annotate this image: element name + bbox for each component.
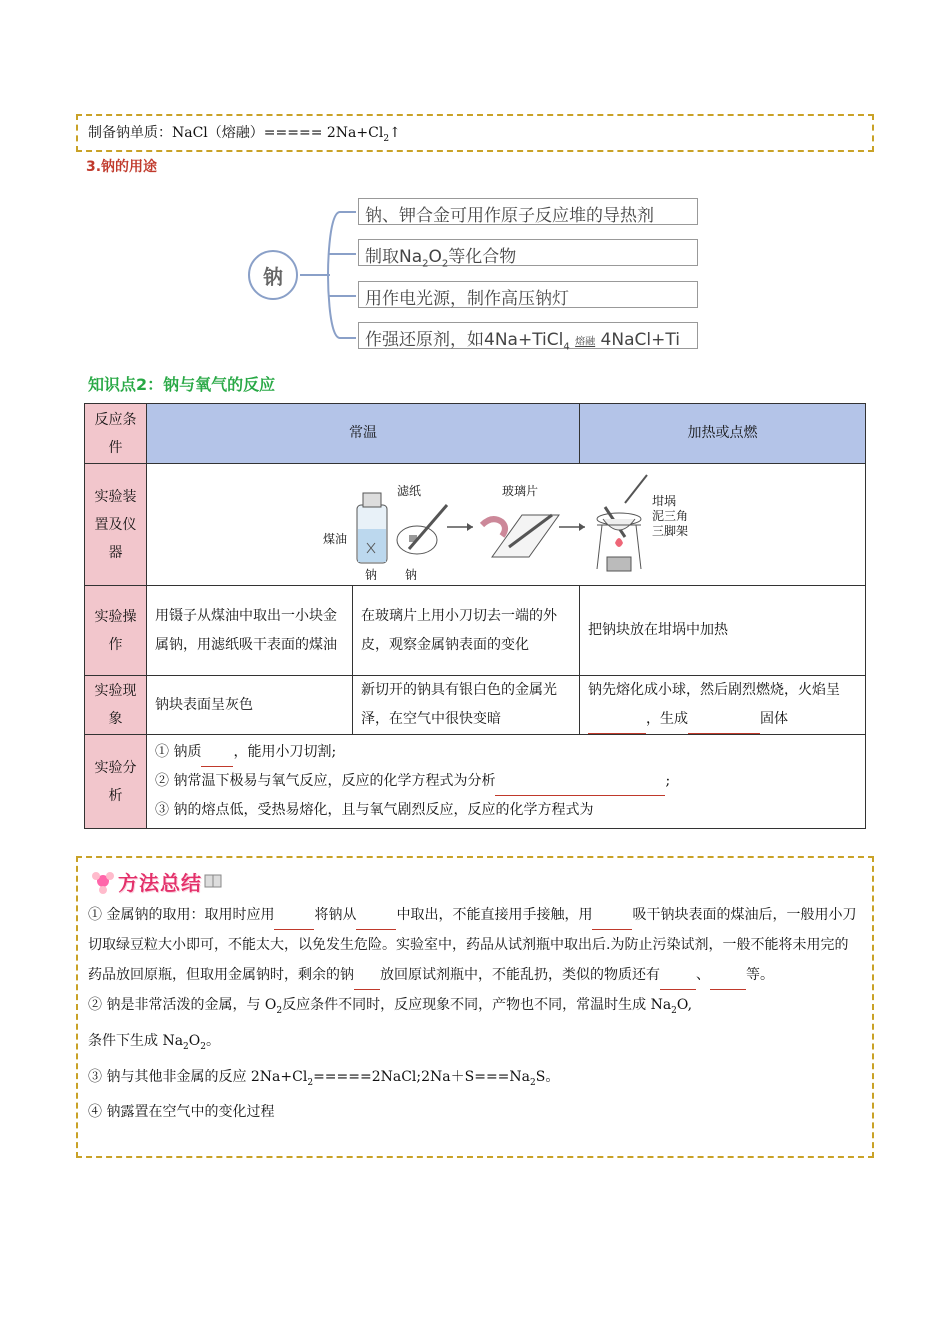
- method-paragraph-3: ③ 钠与其他非金属的反应 $2Na+Cl_2=====2NaCl;2Na+S===Na_2S$。: [88, 1068, 560, 1088]
- phenomenon-2: 新切开的钠具有银白色的金属光泽，在空气中很快变暗: [353, 676, 580, 735]
- method-paragraph-2: ② 钠是非常活泼的金属，与 $O_2$反应条件不同时，反应现象不同，产物也不同，常温时生成 $Na_2O$, 条件下生成 $Na_2O_2$。: [88, 997, 693, 1052]
- label-kerosene: 煤油: [323, 531, 348, 546]
- operation-heat: 把钠块放在坩埚中加热: [580, 586, 866, 676]
- blank-similar-1[interactable]: [660, 974, 696, 990]
- analysis-line-1: ① 钠质 ，能用小刀切割;: [155, 738, 857, 767]
- header-normal-temp: 常温: [147, 404, 580, 464]
- blank-hardness[interactable]: [201, 751, 233, 767]
- sodium-uses-diagram: [240, 192, 710, 357]
- blank-equation-normal[interactable]: [495, 780, 665, 796]
- method-paragraph-1: ① 金属钠的取用：取用时应用 将钠从 中取出，不能直接用手接触，用 吸干钠块表面的煤油后，一般用小刀切取绿豆粒大小即可，不能太大，以免发生危险。实验室中，药品从试剂瓶中取出后.为防止污染试剂，一般不能将未用完的药品放回原瓶，但取用金属钠时，剩余的钠 放回原试剂瓶中，不能乱扔，类似的物质还有 、 等。: [88, 900, 862, 990]
- header-condition: 反应条件: [85, 404, 147, 464]
- method-paragraph-4: ④ 钠露置在空气中的变化过程: [88, 1104, 275, 1121]
- use-item-compounds: 制取$Na_2O_2$等化合物: [358, 239, 698, 266]
- method-summary-title: 方法总结: [88, 864, 224, 898]
- label-crucible: 坩埚: [652, 493, 677, 508]
- label-filter-paper: 滤纸: [397, 483, 422, 498]
- blank-similar-2[interactable]: [710, 974, 746, 990]
- label-sodium-2: 钠: [405, 567, 418, 582]
- blank-flame-color[interactable]: [588, 718, 646, 734]
- label-glass-slide: 玻璃片: [502, 483, 539, 498]
- use-item-lamp: 用作电光源，制作高压钠灯: [358, 281, 698, 308]
- phenomenon-heat: 钠先熔化成小球，然后剧烈燃烧，火焰呈，生成 固体: [580, 676, 866, 735]
- analysis-line-2: ② 钠常温下极易与氧气反应，反应的化学方程式为分析 ;: [155, 767, 857, 796]
- sodium-oxygen-table: [84, 403, 866, 829]
- blank-product[interactable]: [688, 718, 760, 734]
- label-clay-triangle: 泥三角: [652, 508, 689, 523]
- label-sodium-1: 钠: [365, 567, 378, 582]
- header-heat: 加热或点燃: [580, 404, 866, 464]
- analysis-cell: [147, 735, 866, 829]
- row-label-phenomenon: 实验现象: [85, 676, 147, 735]
- use-item-reducing-agent: 作强还原剂，如4Na+TiCl$_4$ 熔融 4NaCl+Ti: [358, 322, 698, 349]
- sodium-center-node: 钠: [248, 250, 298, 300]
- book-icon: [202, 870, 224, 892]
- analysis-line-3: ③ 钠的熔点低，受热易熔化，且与氧气剧烈反应，反应的化学方程式为: [155, 802, 594, 818]
- prep-equation: 制备钠单质：NaCl（熔融）===== $2Na+Cl_2↑$: [88, 125, 401, 144]
- section-3-title: 3.钠的用途: [86, 159, 158, 175]
- blank-absorb[interactable]: [592, 914, 632, 930]
- flower-icon: [88, 866, 118, 896]
- blank-return[interactable]: [354, 974, 380, 990]
- sodium-preparation-box: [76, 114, 874, 152]
- method-summary-box: [76, 856, 874, 1158]
- operation-step-2: 在玻璃片上用小刀切去一端的外皮，观察金属钠表面的变化: [353, 586, 580, 676]
- phenomenon-1: 钠块表面呈灰色: [147, 676, 353, 735]
- apparatus-illustration: [147, 465, 865, 585]
- knowledge-point-2-title: 知识点2：钠与氧气的反应: [88, 375, 276, 394]
- label-tripod: 三脚架: [652, 523, 689, 538]
- row-label-apparatus: 实验装置及仪器: [85, 464, 147, 586]
- blank-container[interactable]: [356, 914, 396, 930]
- apparatus-cell: [147, 464, 866, 586]
- row-label-analysis: 实验分析: [85, 735, 147, 829]
- blank-tool[interactable]: [274, 914, 314, 930]
- operation-step-1: 用镊子从煤油中取出一小块金属钠，用滤纸吸干表面的煤油: [147, 586, 353, 676]
- use-item-coolant: 钠、钾合金可用作原子反应堆的导热剂: [358, 198, 698, 225]
- row-label-operation: 实验操作: [85, 586, 147, 676]
